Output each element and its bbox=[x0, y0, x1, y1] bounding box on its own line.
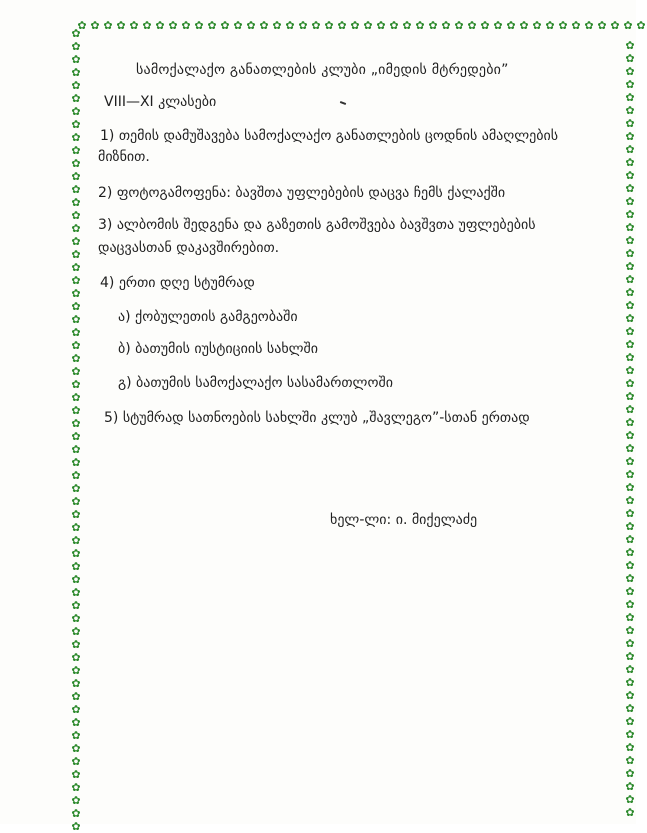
ornament-icon: ✿ bbox=[376, 19, 386, 32]
ornament-icon: ✿ bbox=[207, 19, 217, 32]
ornament-icon: ✿ bbox=[71, 690, 81, 703]
ornament-icon: ✿ bbox=[584, 19, 594, 32]
ornament-icon: ✿ bbox=[636, 19, 646, 32]
ornament-icon: ✿ bbox=[71, 40, 81, 53]
ornament-icon: ✿ bbox=[71, 638, 81, 651]
ornament-icon: ✿ bbox=[625, 559, 635, 572]
ornament-icon: ✿ bbox=[233, 19, 243, 32]
ornament-icon: ✿ bbox=[625, 403, 635, 416]
ornament-icon: ✿ bbox=[415, 19, 425, 32]
ornament-icon: ✿ bbox=[71, 677, 81, 690]
ornament-icon: ✿ bbox=[625, 156, 635, 169]
ornament-icon: ✿ bbox=[71, 131, 81, 144]
ornament-icon: ✿ bbox=[625, 429, 635, 442]
ornament-icon: ✿ bbox=[129, 19, 139, 32]
ornament-icon: ✿ bbox=[545, 19, 555, 32]
ornament-icon: ✿ bbox=[625, 702, 635, 715]
signature: ხელ-ლი: ი. მიქელაძე bbox=[330, 512, 478, 528]
ornament-icon: ✿ bbox=[181, 19, 191, 32]
ornament-icon: ✿ bbox=[625, 221, 635, 234]
ornament-icon: ✿ bbox=[71, 820, 81, 833]
ornament-icon: ✿ bbox=[625, 689, 635, 702]
ornament-icon: ✿ bbox=[625, 663, 635, 676]
ornament-icon: ✿ bbox=[625, 533, 635, 546]
subitem-c: გ) ბათუმის სამოქალაქო სასამართლოში bbox=[118, 375, 393, 391]
ornament-icon: ✿ bbox=[71, 664, 81, 677]
ornament-icon: ✿ bbox=[71, 196, 81, 209]
ornament-icon: ✿ bbox=[194, 19, 204, 32]
ornament-icon: ✿ bbox=[90, 19, 100, 32]
ornament-icon: ✿ bbox=[493, 19, 503, 32]
ornament-icon: ✿ bbox=[625, 507, 635, 520]
ornament-icon: ✿ bbox=[625, 754, 635, 767]
ornament-icon: ✿ bbox=[71, 183, 81, 196]
ornament-icon: ✿ bbox=[625, 741, 635, 754]
ornament-icon: ✿ bbox=[625, 377, 635, 390]
ornament-icon: ✿ bbox=[220, 19, 230, 32]
ornament-icon: ✿ bbox=[519, 19, 529, 32]
ornament-icon: ✿ bbox=[71, 586, 81, 599]
ornament-icon: ✿ bbox=[625, 65, 635, 78]
ornament-icon: ✿ bbox=[625, 637, 635, 650]
ornament-icon: ✿ bbox=[71, 547, 81, 560]
ornament-icon: ✿ bbox=[506, 19, 516, 32]
ornament-icon: ✿ bbox=[71, 157, 81, 170]
ornament-icon: ✿ bbox=[428, 19, 438, 32]
ornament-icon: ✿ bbox=[71, 79, 81, 92]
ornament-icon: ✿ bbox=[71, 508, 81, 521]
ornament-icon: ✿ bbox=[71, 768, 81, 781]
ornament-icon: ✿ bbox=[71, 404, 81, 417]
ornament-icon: ✿ bbox=[625, 104, 635, 117]
left-ornament-border bbox=[70, 27, 90, 833]
ornament-icon: ✿ bbox=[441, 19, 451, 32]
ornament-icon: ✿ bbox=[77, 19, 87, 32]
ornament-icon: ✿ bbox=[610, 19, 620, 32]
ornament-icon: ✿ bbox=[625, 780, 635, 793]
ornament-icon: ✿ bbox=[71, 105, 81, 118]
ornament-icon: ✿ bbox=[625, 676, 635, 689]
ornament-icon: ✿ bbox=[71, 235, 81, 248]
ornament-icon: ✿ bbox=[625, 325, 635, 338]
ornament-icon: ✿ bbox=[259, 19, 269, 32]
ornament-icon: ✿ bbox=[71, 456, 81, 469]
ornament-icon: ✿ bbox=[625, 286, 635, 299]
ornament-icon: ✿ bbox=[350, 19, 360, 32]
subitem-b: ბ) ბათუმის იუსტიციის სახლში bbox=[118, 341, 319, 357]
ornament-icon: ✿ bbox=[71, 794, 81, 807]
ornament-icon: ✿ bbox=[298, 19, 308, 32]
top-ornament-border bbox=[76, 19, 646, 40]
class-range: VIII—XI კლასები bbox=[104, 94, 217, 110]
item-1-line-2: მიზნით. bbox=[98, 149, 150, 165]
ornament-icon: ✿ bbox=[71, 443, 81, 456]
ornament-icon: ✿ bbox=[155, 19, 165, 32]
ornament-icon: ✿ bbox=[625, 442, 635, 455]
ornament-icon: ✿ bbox=[558, 19, 568, 32]
ornament-icon: ✿ bbox=[454, 19, 464, 32]
ornament-icon: ✿ bbox=[71, 287, 81, 300]
ornament-icon: ✿ bbox=[71, 66, 81, 79]
ornament-icon: ✿ bbox=[71, 274, 81, 287]
ornament-icon: ✿ bbox=[625, 91, 635, 104]
ornament-icon: ✿ bbox=[71, 326, 81, 339]
document-title: სამოქალაქო განათლების კლუბი „იმედის მტრედები” bbox=[136, 62, 509, 78]
ornament-icon: ✿ bbox=[625, 247, 635, 260]
ornament-icon: ✿ bbox=[71, 27, 81, 40]
item-5: 5) სტუმრად სათნოების სახლში კლუბ „შავლეგო”-სთან ერთად bbox=[104, 410, 530, 426]
ornament-icon: ✿ bbox=[625, 598, 635, 611]
ornament-icon: ✿ bbox=[625, 520, 635, 533]
item-3-line-1: 3) ალბომის შედგენა და გაზეთის გამოშვება ბავშვთა უფლებების bbox=[98, 217, 536, 233]
ornament-icon: ✿ bbox=[71, 742, 81, 755]
ornament-icon: ✿ bbox=[71, 521, 81, 534]
ornament-icon: ✿ bbox=[625, 117, 635, 130]
ornament-icon: ✿ bbox=[625, 143, 635, 156]
ornament-icon: ✿ bbox=[625, 182, 635, 195]
ornament-icon: ✿ bbox=[402, 19, 412, 32]
ornament-icon: ✿ bbox=[625, 78, 635, 91]
ornament-icon: ✿ bbox=[71, 53, 81, 66]
ornament-icon: ✿ bbox=[71, 807, 81, 820]
ornament-icon: ✿ bbox=[71, 170, 81, 183]
ornament-icon: ✿ bbox=[625, 416, 635, 429]
ornament-icon: ✿ bbox=[71, 534, 81, 547]
right-ornament-border bbox=[624, 40, 638, 824]
ornament-icon: ✿ bbox=[625, 481, 635, 494]
item-4: 4) ერთი დღე სტუმრად bbox=[100, 275, 255, 291]
ornament-icon: ✿ bbox=[625, 208, 635, 221]
ornament-icon: ✿ bbox=[71, 612, 81, 625]
ornament-icon: ✿ bbox=[103, 19, 113, 32]
ornament-icon: ✿ bbox=[625, 169, 635, 182]
ornament-icon: ✿ bbox=[142, 19, 152, 32]
ornament-icon: ✿ bbox=[71, 482, 81, 495]
ornament-icon: ✿ bbox=[625, 806, 635, 819]
ornament-icon: ✿ bbox=[625, 793, 635, 806]
ornament-icon: ✿ bbox=[71, 222, 81, 235]
ornament-icon: ✿ bbox=[168, 19, 178, 32]
item-2: 2) ფოტოგამოფენა: ბავშთა უფლებების დაცვა ჩემს ქალაქში bbox=[98, 185, 506, 201]
ornament-icon: ✿ bbox=[71, 729, 81, 742]
ornament-icon: ✿ bbox=[625, 715, 635, 728]
item-1-line-1: 1) თემის დამუშავება სამოქალაქო განათლების ცოდნის ამაღლების bbox=[100, 128, 559, 144]
ornament-icon: ✿ bbox=[389, 19, 399, 32]
ornament-icon: ✿ bbox=[625, 234, 635, 247]
ornament-icon: ✿ bbox=[71, 92, 81, 105]
ornament-icon: ✿ bbox=[71, 313, 81, 326]
ornament-icon: ✿ bbox=[625, 572, 635, 585]
ornament-icon: ✿ bbox=[71, 248, 81, 261]
ornament-icon: ✿ bbox=[71, 417, 81, 430]
ornament-icon: ✿ bbox=[625, 728, 635, 741]
ornament-icon: ✿ bbox=[71, 703, 81, 716]
ornament-icon: ✿ bbox=[625, 195, 635, 208]
ornament-icon: ✿ bbox=[71, 716, 81, 729]
ornament-icon: ✿ bbox=[625, 351, 635, 364]
ornament-icon: ✿ bbox=[285, 19, 295, 32]
ornament-icon: ✿ bbox=[625, 39, 635, 52]
ornament-icon: ✿ bbox=[625, 52, 635, 65]
ornament-icon: ✿ bbox=[71, 339, 81, 352]
ornament-icon: ✿ bbox=[71, 118, 81, 131]
ornament-icon: ✿ bbox=[71, 755, 81, 768]
ornament-icon: ✿ bbox=[625, 494, 635, 507]
ornament-icon: ✿ bbox=[597, 19, 607, 32]
ornament-icon: ✿ bbox=[116, 19, 126, 32]
ornament-icon: ✿ bbox=[625, 130, 635, 143]
ornament-icon: ✿ bbox=[71, 261, 81, 274]
ornament-icon: ✿ bbox=[71, 781, 81, 794]
ornament-icon: ✿ bbox=[625, 338, 635, 351]
ornament-icon: ✿ bbox=[625, 585, 635, 598]
ornament-icon: ✿ bbox=[71, 144, 81, 157]
ornament-icon: ✿ bbox=[625, 260, 635, 273]
ornament-icon: ✿ bbox=[324, 19, 334, 32]
ornament-icon: ✿ bbox=[71, 625, 81, 638]
ornament-icon: ✿ bbox=[71, 378, 81, 391]
ornament-icon: ✿ bbox=[625, 299, 635, 312]
stray-mark bbox=[340, 101, 346, 105]
ornament-icon: ✿ bbox=[467, 19, 477, 32]
ornament-icon: ✿ bbox=[532, 19, 542, 32]
ornament-icon: ✿ bbox=[363, 19, 373, 32]
subitem-a: ა) ქობულეთის გამგეობაში bbox=[118, 309, 298, 325]
ornament-icon: ✿ bbox=[625, 767, 635, 780]
ornament-icon: ✿ bbox=[71, 300, 81, 313]
ornament-icon: ✿ bbox=[71, 365, 81, 378]
ornament-icon: ✿ bbox=[625, 455, 635, 468]
ornament-icon: ✿ bbox=[246, 19, 256, 32]
ornament-icon: ✿ bbox=[625, 624, 635, 637]
ornament-icon: ✿ bbox=[625, 611, 635, 624]
ornament-icon: ✿ bbox=[71, 599, 81, 612]
item-3-line-2: დაცვასთან დაკავშირებით. bbox=[98, 240, 280, 256]
ornament-icon: ✿ bbox=[337, 19, 347, 32]
ornament-icon: ✿ bbox=[480, 19, 490, 32]
ornament-icon: ✿ bbox=[71, 469, 81, 482]
ornament-icon: ✿ bbox=[625, 273, 635, 286]
ornament-icon: ✿ bbox=[71, 391, 81, 404]
ornament-icon: ✿ bbox=[272, 19, 282, 32]
ornament-icon: ✿ bbox=[623, 19, 633, 32]
ornament-icon: ✿ bbox=[625, 468, 635, 481]
ornament-icon: ✿ bbox=[71, 352, 81, 365]
ornament-icon: ✿ bbox=[571, 19, 581, 32]
ornament-icon: ✿ bbox=[71, 560, 81, 573]
ornament-icon: ✿ bbox=[625, 364, 635, 377]
ornament-icon: ✿ bbox=[311, 19, 321, 32]
ornament-icon: ✿ bbox=[71, 430, 81, 443]
ornament-icon: ✿ bbox=[71, 209, 81, 222]
ornament-icon: ✿ bbox=[625, 312, 635, 325]
ornament-icon: ✿ bbox=[71, 573, 81, 586]
ornament-icon: ✿ bbox=[71, 495, 81, 508]
ornament-icon: ✿ bbox=[625, 390, 635, 403]
ornament-icon: ✿ bbox=[625, 546, 635, 559]
ornament-icon: ✿ bbox=[625, 650, 635, 663]
ornament-icon: ✿ bbox=[71, 651, 81, 664]
